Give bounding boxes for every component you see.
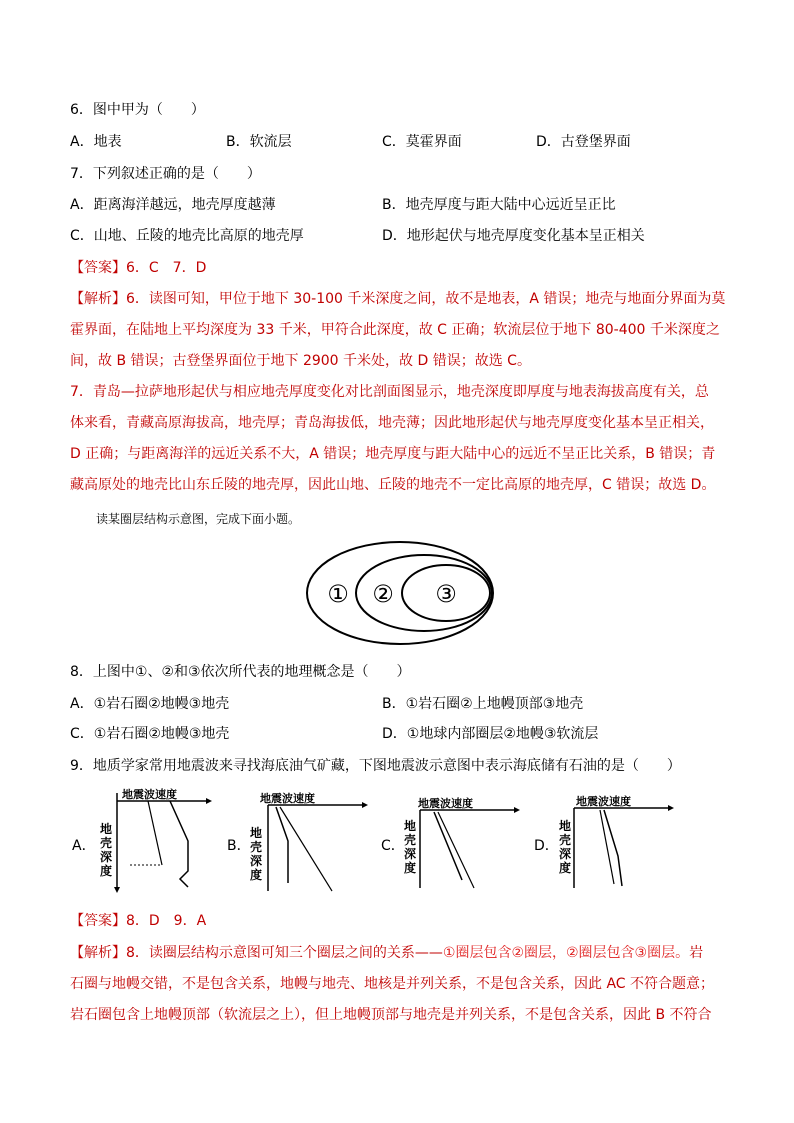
analysis-line-6: D 正确；与距离海洋的远近关系不大，A 错误；地壳厚度与距大陆中心的远近不呈正比关系，B 错误；青 bbox=[70, 446, 716, 462]
q6-option-c: C．莫霍界面 bbox=[382, 134, 462, 150]
answer-block-2 bbox=[70, 911, 206, 931]
svg-text:度: 度 bbox=[559, 861, 572, 875]
q9-chart-d bbox=[554, 794, 684, 892]
analysis-line-2: 霍界面，在陆地上平均深度为 33 千米，甲符合此深度，故 C 正确；软流层位于地下 80-400 千米深度之 bbox=[70, 322, 720, 338]
q9-chart-c-letter: C． bbox=[381, 838, 405, 854]
chart-c-wave-s bbox=[434, 812, 462, 880]
chart-c-xlabel: 地震波速度 bbox=[418, 797, 473, 810]
analysis-line-5: 体来看，青藏高原海拔高，地壳厚；青岛海拔低，地壳薄；因此地形起伏与地壳厚度变化基本呈正相关， bbox=[70, 415, 714, 431]
analysis2-line-2: 石圈与地幔交错，不是包含关系，地幔与地壳、地核是并列关系，不是包含关系，因此 AC 不符合题意； bbox=[70, 976, 715, 992]
section-intro: 读某圈层结构示意图，完成下面小题。 bbox=[96, 512, 301, 526]
sphere-structure-diagram bbox=[300, 538, 500, 648]
q7-option-d: D．地形起伏与地壳厚度变化基本呈正相关 bbox=[382, 228, 645, 244]
svg-text:深: 深 bbox=[404, 847, 417, 861]
chart-c-wave-p bbox=[438, 812, 474, 888]
q6-option-d: D．古登堡界面 bbox=[536, 134, 631, 150]
circle-label-3: ③ bbox=[435, 580, 457, 608]
answer-text: 8．D 9．A bbox=[126, 913, 207, 929]
q9-chart-b-letter: B． bbox=[227, 838, 251, 854]
svg-text:度: 度 bbox=[100, 864, 113, 878]
analysis-tag: 【解析】 bbox=[70, 945, 126, 961]
svg-text:度: 度 bbox=[404, 861, 417, 875]
q8-option-b: B．①岩石圈②上地幔顶部③地壳 bbox=[382, 696, 584, 712]
chart-b-wave-s bbox=[276, 807, 288, 883]
q7-option-c: C．山地、丘陵的地壳比高原的地壳厚 bbox=[70, 228, 304, 244]
analysis-tag: 【解析】 bbox=[70, 291, 126, 307]
analysis-line-1: 【解析】6．读图可知，甲位于地下 30-100 千米深度之间，故不是地表，A 错误；地壳与地面分界面为莫 bbox=[70, 291, 726, 307]
answer-block-1 bbox=[70, 258, 206, 278]
q9-chart-a-letter: A． bbox=[72, 838, 96, 854]
q9-chart-a bbox=[92, 787, 212, 897]
svg-text:深: 深 bbox=[250, 854, 263, 868]
q9-chart-d-letter: D． bbox=[534, 838, 559, 854]
analysis-highlight: ①圈层包含②圈层，②圈层包含③圈层。 bbox=[442, 945, 690, 961]
analysis2-line-3: 岩石圈包含上地幔顶部（软流层之上），但上地幔顶部与地壳是并列关系，不是包含关系，因此 B 不符合 bbox=[70, 1007, 712, 1023]
analysis-line-3: 间，故 B 错误；古登堡界面位于地下 2900 千米处，故 D 错误；故选 C。 bbox=[70, 353, 531, 369]
svg-text:地: 地 bbox=[100, 822, 113, 836]
q8-option-a: A．①岩石圈②地幔③地壳 bbox=[70, 696, 230, 712]
chart-b-xlabel: 地震波速度 bbox=[260, 792, 315, 805]
answer-text: 6．C 7．D bbox=[126, 260, 207, 276]
svg-text:地: 地 bbox=[250, 826, 263, 840]
svg-text:深: 深 bbox=[559, 847, 572, 861]
q9-chart-c bbox=[396, 796, 526, 891]
q7-stem: 7．下列叙述正确的是（ ） bbox=[70, 166, 261, 182]
q7-option-b: B．地壳厚度与距大陆中心远近呈正比 bbox=[382, 197, 616, 213]
svg-text:壳: 壳 bbox=[404, 833, 417, 847]
answer-tag: 【答案】 bbox=[70, 260, 126, 276]
q8-option-c: C．①岩石圈②地幔③地壳 bbox=[70, 726, 230, 742]
analysis2-line-1: 【解析】8．读圈层结构示意图可知三个圈层之间的关系——①圈层包含②圈层，②圈层包含③圈层。岩 bbox=[70, 945, 704, 961]
chart-a-wave-s bbox=[148, 801, 162, 865]
q9-stem: 9．地质学家常用地震波来寻找海底油气矿藏，下图地震波示意图中表示海底储有石油的是（ ） bbox=[70, 758, 681, 774]
chart-d-xlabel: 地震波速度 bbox=[576, 795, 631, 808]
q6-option-b: B．软流层 bbox=[226, 134, 292, 150]
svg-text:壳: 壳 bbox=[559, 833, 572, 847]
q7-option-a: A．距离海洋越远，地壳厚度越薄 bbox=[70, 197, 276, 213]
circle-label-2: ② bbox=[372, 580, 394, 608]
answer-tag: 【答案】 bbox=[70, 913, 126, 929]
svg-text:地: 地 bbox=[404, 819, 417, 833]
svg-text:深: 深 bbox=[100, 850, 113, 864]
q8-stem: 8．上图中①、②和③依次所代表的地理概念是（ ） bbox=[70, 664, 411, 680]
q6-stem: 6．图中甲为（ ） bbox=[70, 102, 205, 118]
svg-text:壳: 壳 bbox=[100, 836, 113, 850]
chart-a-xlabel: 地震波速度 bbox=[122, 788, 177, 801]
svg-text:壳: 壳 bbox=[250, 840, 263, 854]
q6-option-a: A．地表 bbox=[70, 134, 122, 150]
analysis-line-4: 7．青岛—拉萨地形起伏与相应地壳厚度变化对比剖面图显示，地壳深度即厚度与地表海拔高度有关，总 bbox=[70, 384, 709, 400]
svg-text:度: 度 bbox=[250, 868, 263, 882]
svg-text:地: 地 bbox=[559, 819, 572, 833]
chart-a-wave-p bbox=[170, 801, 188, 887]
circle-label-1: ① bbox=[327, 580, 349, 608]
q9-chart-b bbox=[242, 791, 372, 896]
q8-option-d: D．①地球内部圈层②地幔③软流层 bbox=[382, 726, 599, 742]
analysis-line-7: 藏高原处的地壳比山东丘陵的地壳厚，因此山地、丘陵的地壳不一定比高原的地壳厚，C 错误；故选 D。 bbox=[70, 477, 716, 493]
